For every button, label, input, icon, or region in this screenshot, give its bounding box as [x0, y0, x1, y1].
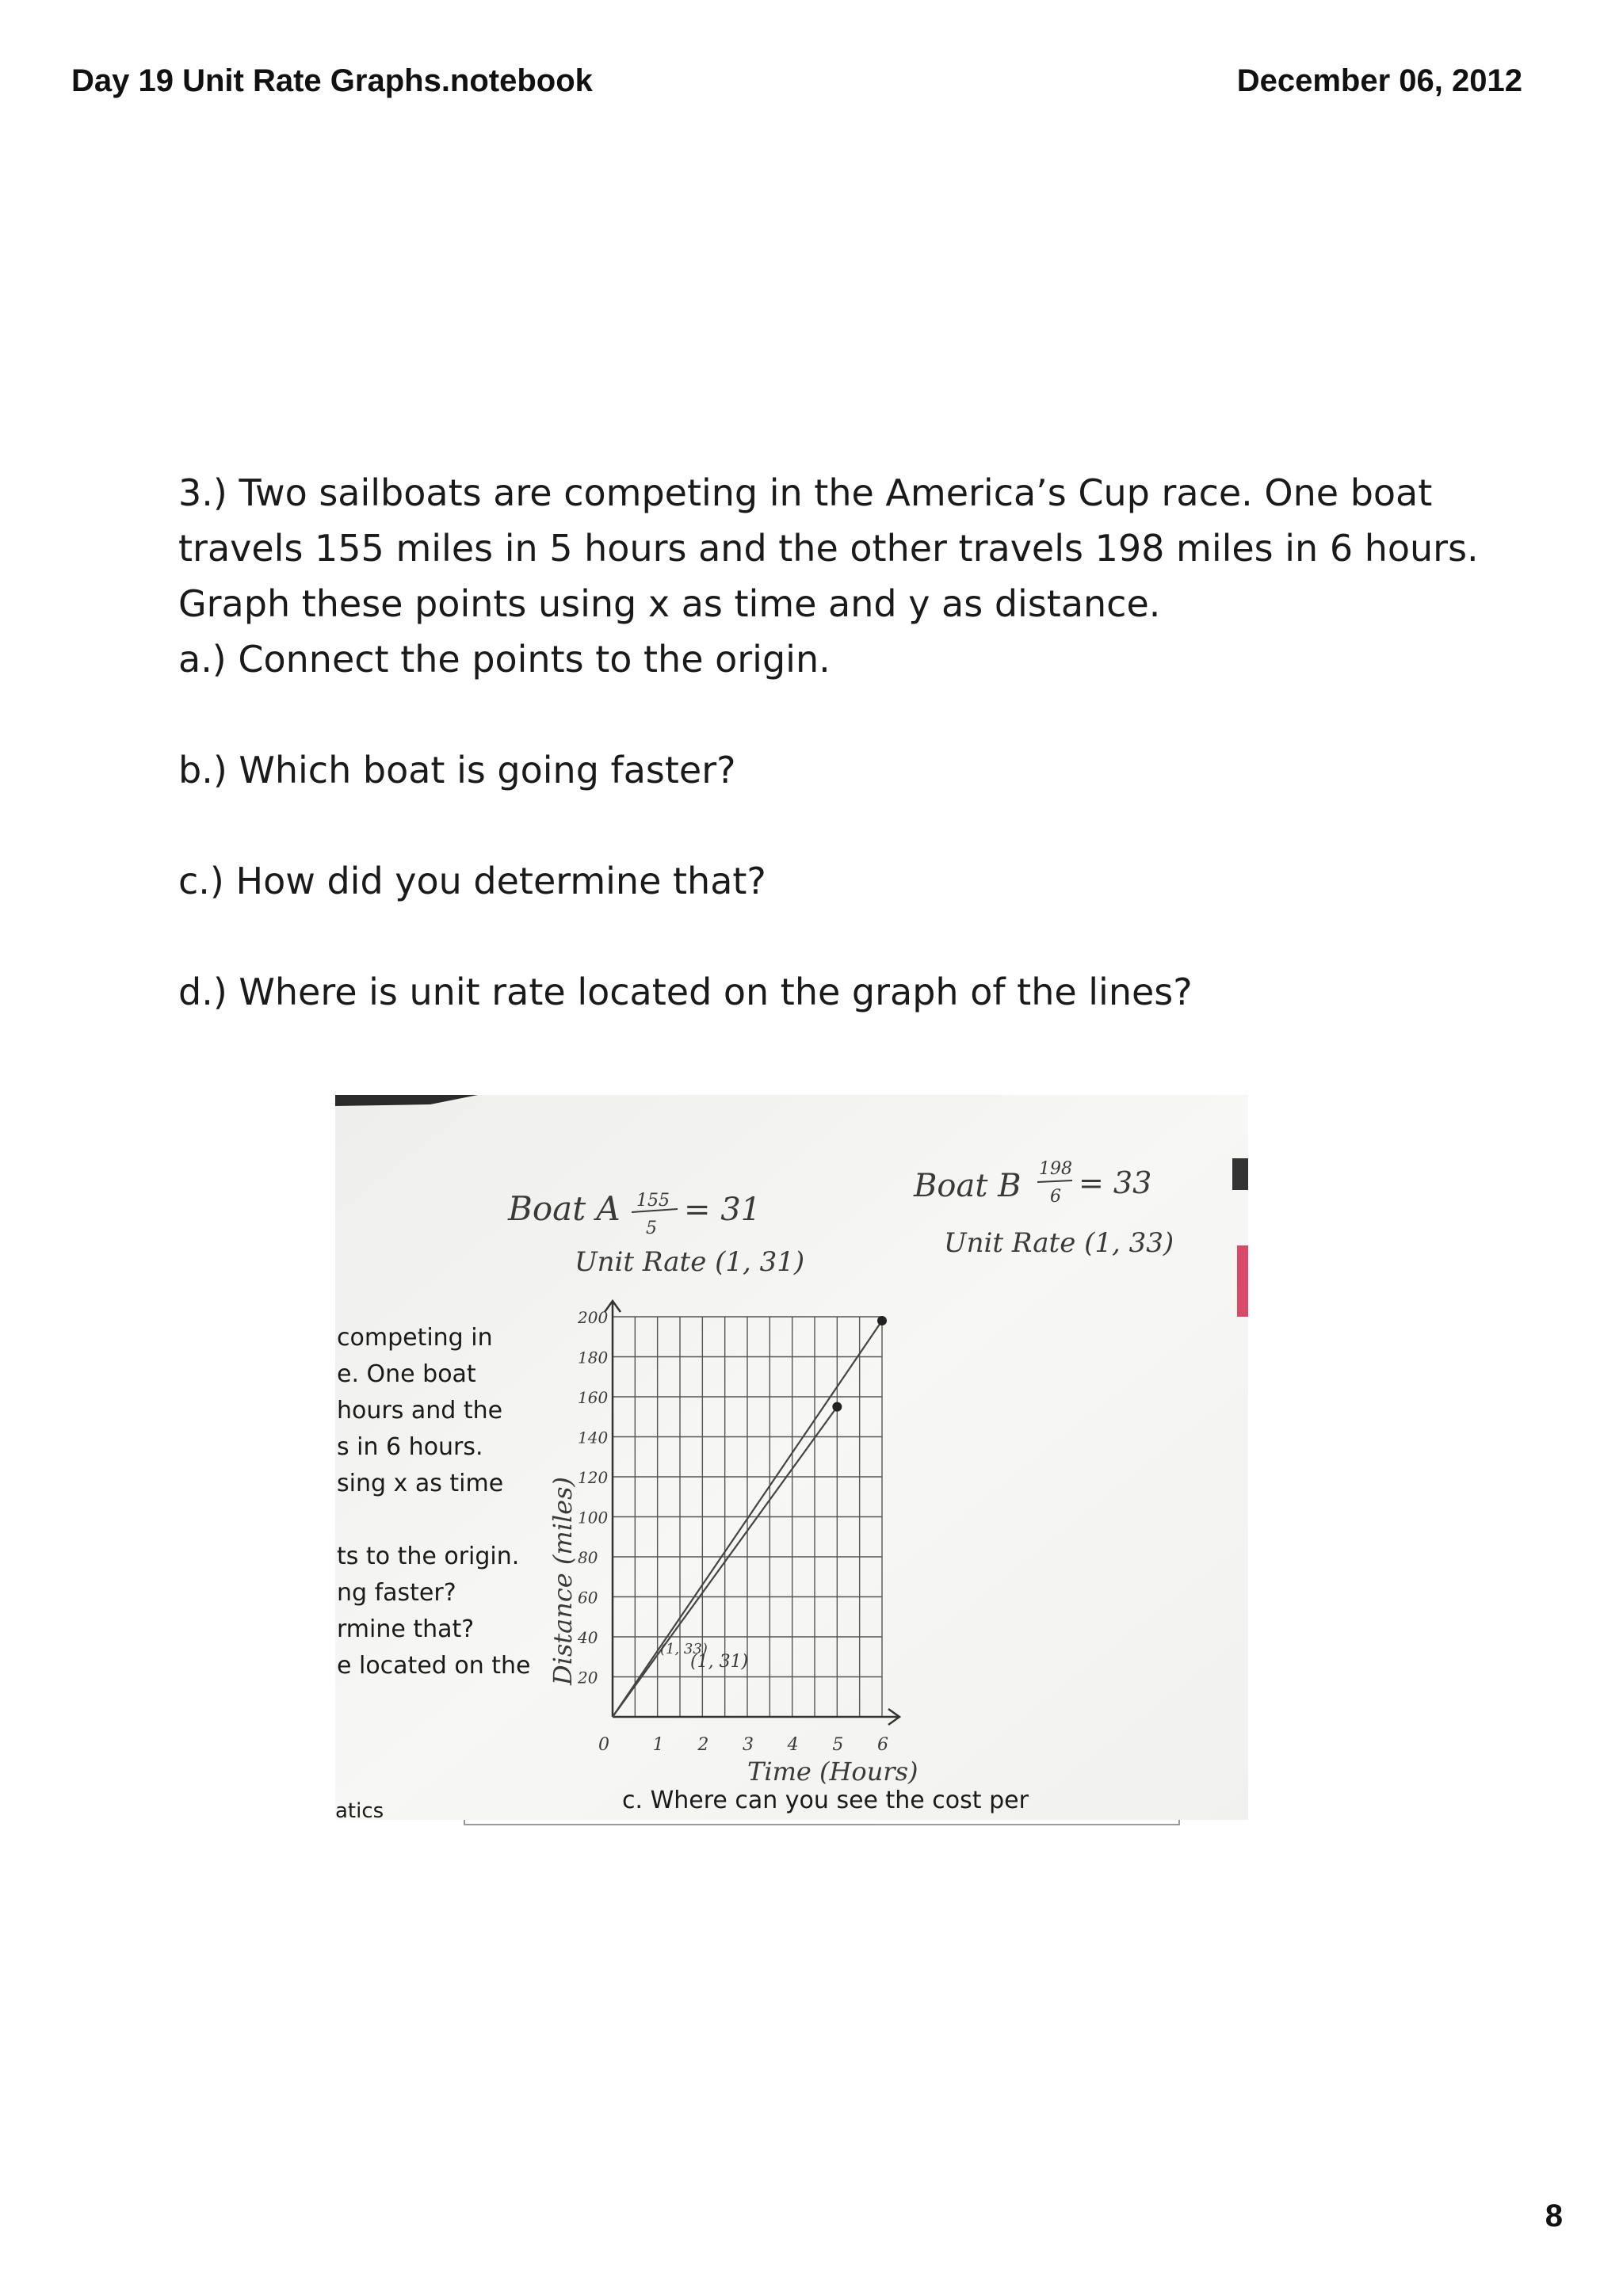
y-tick-label: 120 — [578, 1468, 609, 1487]
textbook-line: rmine that? — [337, 1615, 475, 1643]
boat-a-unit-rate: Unit Rate (1, 31) — [575, 1246, 805, 1278]
textbook-footer: c. Where can you see the cost per — [622, 1787, 1029, 1814]
textbook-line: e located on the — [337, 1652, 531, 1680]
textbook-line: ts to the origin. — [337, 1543, 520, 1570]
boat-b-result: = 33 — [1079, 1165, 1152, 1200]
x-tick-label: 2 — [697, 1735, 709, 1755]
textbook-line: hours and the — [337, 1397, 503, 1425]
x-tick-label: 5 — [832, 1735, 844, 1755]
page-number: 8 — [1545, 2199, 1563, 2233]
x-tick-label: 6 — [877, 1735, 888, 1755]
document-date: December 06, 2012 — [1236, 63, 1522, 98]
boat-a-fraction-denominator: 5 — [646, 1219, 657, 1238]
question-line: 3.) Two sailboats are competing in the America’s Cup race. One boat — [178, 471, 1433, 514]
y-tick-label: 20 — [578, 1668, 598, 1688]
x-tick-label: 0 — [598, 1735, 609, 1755]
y-tick-label: 160 — [578, 1388, 609, 1407]
worksheet-photo — [335, 1095, 1248, 1820]
photo-edge-mark-red — [1237, 1245, 1248, 1317]
x-tick-label: 1 — [652, 1735, 664, 1755]
question-part-d: d.) Where is unit rate located on the graph of the lines? — [178, 971, 1193, 1013]
x-axis-label: Time (Hours) — [747, 1756, 918, 1787]
y-tick-label: 140 — [578, 1428, 609, 1447]
boat-a-label: Boat A — [508, 1189, 621, 1228]
question-part-c: c.) How did you determine that? — [178, 860, 766, 902]
question-line: travels 155 miles in 5 hours and the other travels 198 miles in 6 hours. — [178, 527, 1479, 570]
y-tick-label: 60 — [578, 1588, 598, 1608]
textbook-line: ng faster? — [337, 1579, 456, 1607]
x-tick-label: 4 — [787, 1735, 799, 1755]
question-text — [178, 465, 1557, 687]
y-tick-label: 100 — [578, 1508, 609, 1527]
y-tick-label: 180 — [578, 1348, 609, 1367]
textbook-line: competing in — [337, 1324, 493, 1352]
question-line: Graph these points using x as time and y as distance. — [178, 582, 1161, 625]
boat-b-unit-rate: Unit Rate (1, 33) — [944, 1227, 1174, 1259]
y-axis-label: Distance (miles) — [548, 1476, 578, 1685]
photo-edge-mark — [1232, 1158, 1248, 1190]
series-point — [877, 1316, 887, 1325]
y-tick-label: 80 — [578, 1548, 598, 1567]
textbook-line: sing x as time — [337, 1470, 504, 1497]
question-part-b: b.) Which boat is going faster? — [178, 749, 736, 791]
question-line: a.) Connect the points to the origin. — [178, 638, 831, 681]
y-tick-label: 200 — [578, 1308, 609, 1327]
boat-b-label: Boat B — [914, 1168, 1022, 1204]
point-label-boat-a: (1, 31) — [690, 1652, 749, 1672]
boat-b-fraction-denominator: 6 — [1050, 1187, 1061, 1207]
x-tick-label: 3 — [743, 1735, 754, 1755]
y-tick-label: 40 — [578, 1628, 598, 1647]
boat-b-fraction-numerator: 198 — [1039, 1159, 1072, 1179]
boat-a-result: = 31 — [684, 1192, 762, 1228]
boat-a-fraction-numerator: 155 — [636, 1191, 670, 1211]
textbook-line: e. One boat — [337, 1360, 476, 1388]
textbook-footer-left: atics — [335, 1799, 384, 1820]
point-label-boat-b: (1, 33) — [660, 1641, 708, 1657]
series-point — [832, 1402, 842, 1412]
textbook-line: s in 6 hours. — [337, 1433, 483, 1461]
document-title: Day 19 Unit Rate Graphs.notebook — [71, 63, 593, 98]
